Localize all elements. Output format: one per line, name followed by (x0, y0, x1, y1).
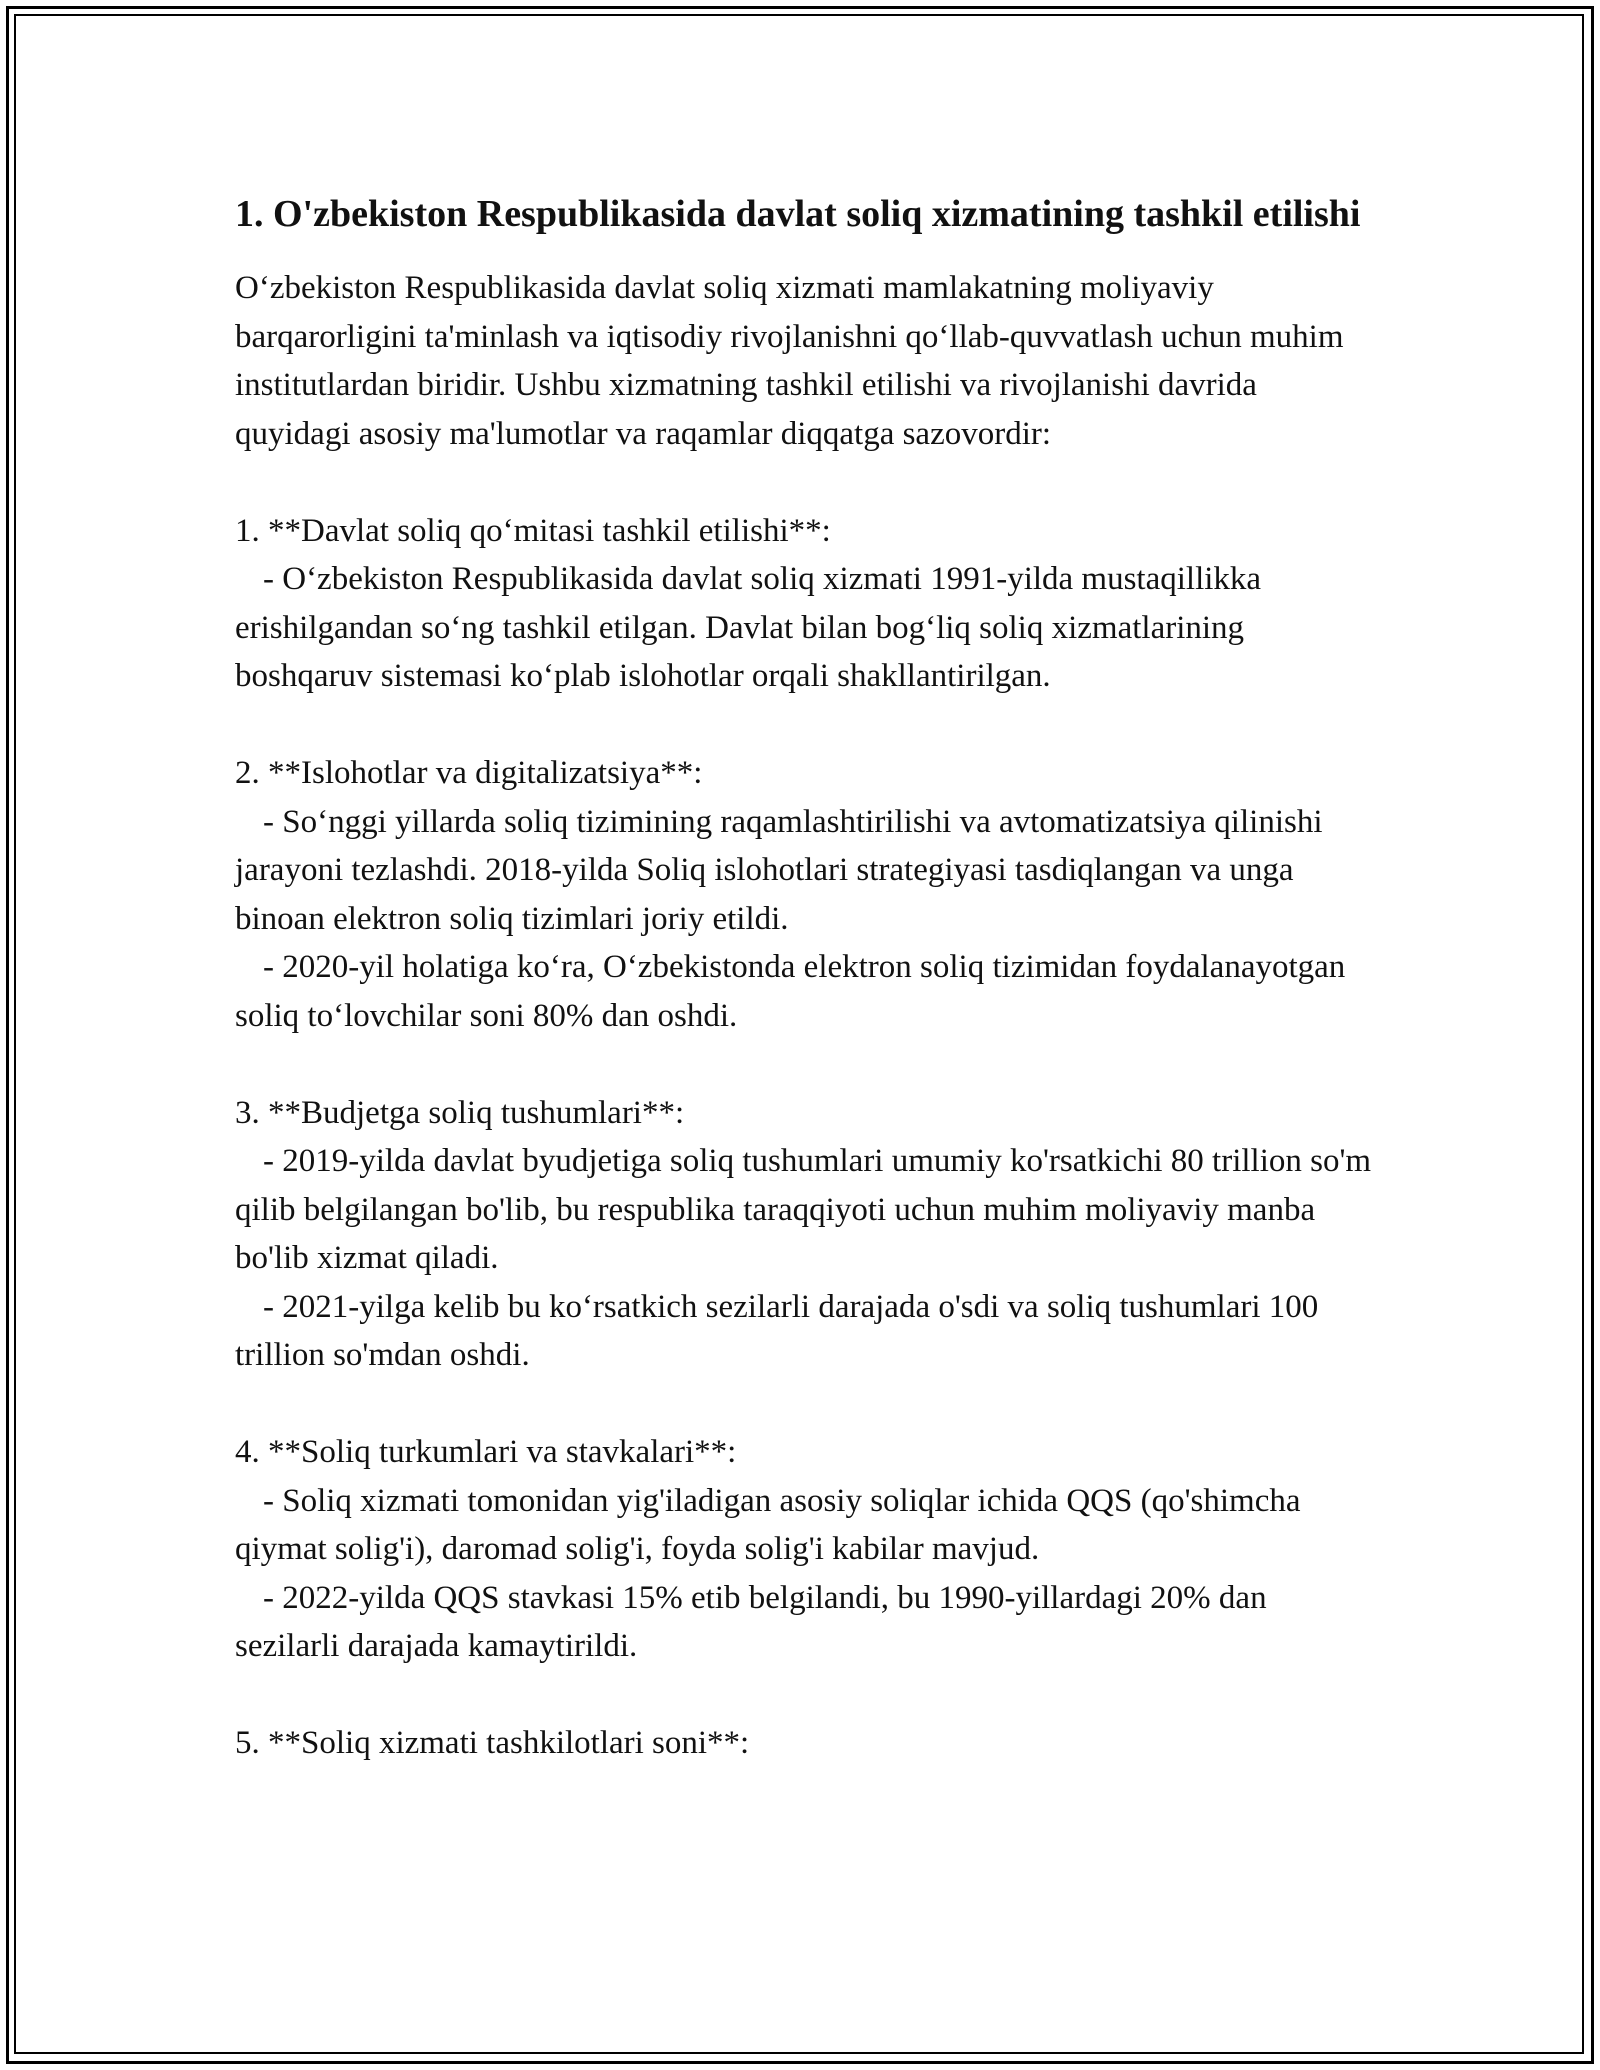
intro-paragraph: O‘zbekiston Respublikasida davlat soliq xizmati mamlakatning moliyaviy barqarorligini ta'minlash va iqtisodiy rivojlanishni qo‘llab-quvvatlash uchun muhim institutlardan biridir. Ushbu xizmatning tashkil etilishi va rivojlanishi davrida quyidagi asosiy ma'lumotlar va raqamlar diqqatga sazovordir: (235, 270, 1344, 452)
section-bullet: - 2021-yilga kelib bu ko‘rsatkich sezilarli darajada o'sdi va soliq tushumlari 100 trillion so'mdan oshdi. (235, 1288, 1319, 1373)
section-bullet: - 2020-yil holatiga ko‘ra, O‘zbekistonda elektron soliq tizimidan foydalanayotgan soliq to‘lovchilar soni 80% dan oshdi. (235, 949, 1346, 1034)
section-bullet: - O‘zbekiston Respublikasida davlat soliq xizmati 1991-yilda mustaqillikka erishilgandan so‘ng tashkil etilgan. Davlat bilan bog‘liq soliq xizmatlarining boshqaruv sistemasi ko‘plab islohotlar orqali shakllantirilgan. (235, 561, 1262, 694)
section-heading: 2. **Islohotlar va digitalizatsiya**: (235, 755, 703, 791)
section-heading: 5. **Soliq xizmati tashkilotlari soni**: (235, 1725, 750, 1761)
section-bullet: - 2022-yilda QQS stavkasi 15% etib belgilandi, bu 1990-yillardagi 20% dan sezilarli darajada kamaytirildi. (235, 1579, 1267, 1664)
section-bullet: - 2019-yilda davlat byudjetiga soliq tushumlari umumiy ko'rsatkichi 80 trillion so'm qilib belgilangan bo'lib, bu respublika taraqqiyoti uchun muhim moliyaviy manba bo'lib xizmat qiladi. (235, 1143, 1372, 1276)
section-1 (235, 507, 1375, 701)
section-heading: 1. **Davlat soliq qo‘mitasi tashkil etilishi**: (235, 512, 831, 549)
section-2 (235, 749, 1375, 1040)
document-body (235, 186, 1375, 1768)
section-bullet: - Soliq xizmati tomonidan yig'iladigan asosiy soliqlar ichida QQS (qo'shimcha qiymat solig'i), daromad solig'i, foyda solig'i kabilar mavjud. (235, 1482, 1301, 1567)
section-5 (235, 1719, 1375, 1768)
page-title: 1. O'zbekiston Respublikasida davlat soliq xizmatining tashkil etilishi (235, 193, 1361, 235)
section-heading: 4. **Soliq turkumlari va stavkalari**: (235, 1434, 737, 1470)
section-heading: 3. **Budjetga soliq tushumlari**: (235, 1094, 685, 1131)
section-bullet: - So‘nggi yillarda soliq tizimining raqamlashtirilishi va avtomatizatsiya qilinishi jarayoni tezlashdi. 2018-yilda Soliq islohotlari strategiyasi tasdiqlangan va unga binoan elektron soliq tizimlari joriy etildi. (235, 803, 1323, 937)
section-3 (235, 1089, 1375, 1380)
section-4 (235, 1428, 1375, 1671)
